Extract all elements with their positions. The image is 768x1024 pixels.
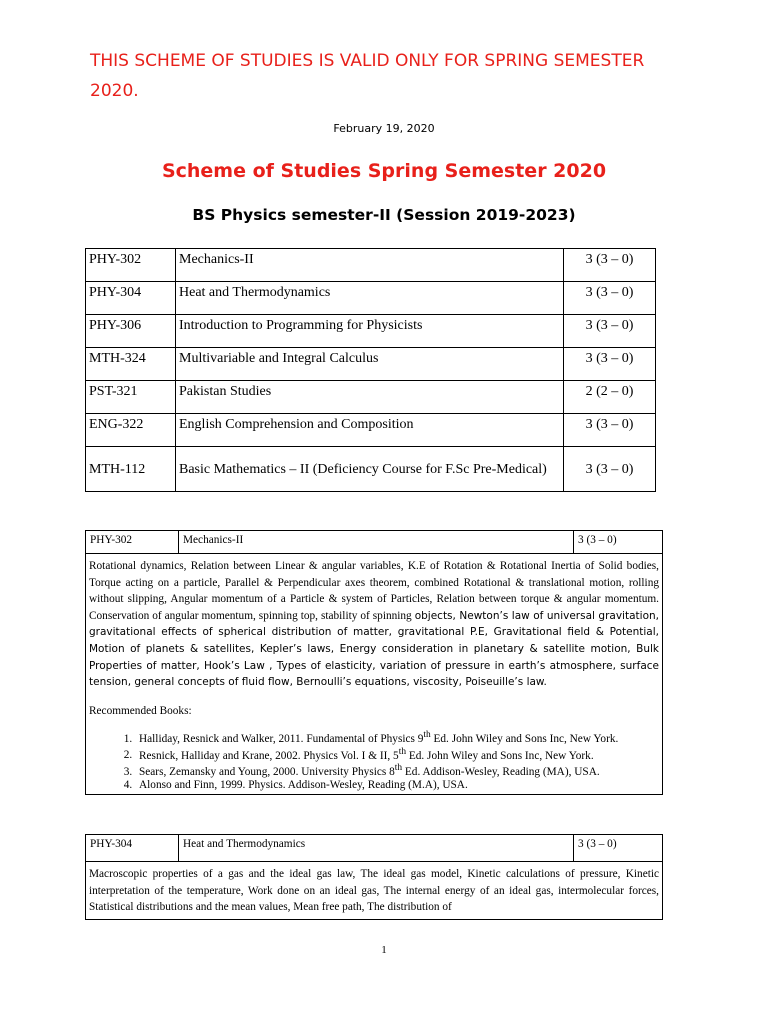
- recommended-books-label: Recommended Books:: [89, 704, 192, 717]
- course-code: MTH-112: [86, 447, 176, 492]
- course-code: MTH-324: [86, 348, 176, 381]
- recommended-books-list: [89, 729, 659, 792]
- course-name: Pakistan Studies: [176, 381, 564, 414]
- course-code: PST-321: [86, 381, 176, 414]
- course-name: Mechanics-II: [176, 249, 564, 282]
- course-credits: 3 (3 – 0): [564, 249, 656, 282]
- course-credits: 3 (3 – 0): [564, 348, 656, 381]
- course-credits: 3 (3 – 0): [564, 447, 656, 492]
- course-detail-body: [86, 554, 662, 794]
- list-item: 4. Alonso and Finn, 1999. Physics. Addison-Wesley, Reading (M.A), USA.: [135, 779, 659, 792]
- course-name: Heat and Thermodynamics: [176, 282, 564, 315]
- course-code: PHY-304: [86, 835, 179, 861]
- course-code: PHY-306: [86, 315, 176, 348]
- course-name: Multivariable and Integral Calculus: [176, 348, 564, 381]
- table-row: [86, 348, 656, 381]
- course-credits: 3 (3 – 0): [578, 534, 617, 546]
- list-item: 2. Resnick, Halliday and Krane, 2002. Physics Vol. I & II, 5th Ed. John Wiley and Sons Inc, New York.: [135, 746, 659, 763]
- course-code: PHY-304: [86, 282, 176, 315]
- table-row: [86, 447, 656, 492]
- page-number: 1: [381, 944, 387, 956]
- list-item: 3. Sears, Zemansky and Young, 2000. University Physics 8th Ed. Addison-Wesley, Reading (MA), USA.: [135, 762, 659, 779]
- course-detail-phy302: [85, 530, 663, 795]
- course-description: Macroscopic properties of a gas and the ideal gas law, The ideal gas model, Kinetic calculations of pressure, Kinetic interpretation of the temperature, Work done on an ideal gas, The internal energy of an ideal gas, intermolecular forces, Statistical distributions and the mean values, Mean free path, The distribution of: [89, 868, 659, 914]
- course-code: PHY-302: [86, 249, 176, 282]
- table-row: [86, 381, 656, 414]
- course-credits: 3 (3 – 0): [564, 414, 656, 447]
- course-credits: 3 (3 – 0): [578, 838, 617, 850]
- course-credits: 3 (3 – 0): [564, 315, 656, 348]
- course-table: [85, 248, 656, 492]
- document-date: February 19, 2020: [333, 122, 435, 135]
- course-detail-header: [86, 531, 662, 554]
- course-code: PHY-302: [86, 531, 179, 553]
- course-description-part: Rotational dynamics, Relation between Linear & angular variables, K.E of Rotation & Rotational Inertia of Solid bodies, Torque acting on a particle, Parallel & Perpendicular axes theorem, combined Rotational & translational motion, rolling without slipping, Angular momentum of a Particle & system of Particles, Relation between torque & angular momentum. Conservation of angular momentum, spinning top, stability of spinning: [89, 560, 659, 622]
- table-row: [86, 414, 656, 447]
- program-subtitle: BS Physics semester-II (Session 2019-2023): [192, 206, 576, 224]
- course-detail-body: [86, 862, 662, 918]
- course-name: Mechanics-II: [179, 531, 574, 553]
- course-name: English Comprehension and Composition: [176, 414, 564, 447]
- course-credits: 2 (2 – 0): [564, 381, 656, 414]
- course-name: Introduction to Programming for Physicists: [176, 315, 564, 348]
- course-detail-header: [86, 835, 662, 862]
- course-name: Basic Mathematics – II (Deficiency Course for F.Sc Pre-Medical): [176, 447, 564, 492]
- table-row: [86, 282, 656, 315]
- course-detail-phy304: [85, 834, 663, 920]
- course-description-part: objects, Newton’s law of universal gravitation, gravitational effects of spherical distribution of matter, gravitational P.E, Gravitational field & Potential, Motion of planets & satellites, Kepler’s laws, Energy consideration in planetary & satellite motion, Bulk Properties of matter, Hook’s Law , Types of elasticity, variation of pressure in earth’s atmosphere, surface tension, general concepts of fluid flow, Bernoulli’s equations, viscosity, Poiseuille’s law.: [89, 609, 659, 689]
- table-row: [86, 315, 656, 348]
- course-name: Heat and Thermodynamics: [179, 835, 574, 861]
- list-item: 1. Halliday, Resnick and Walker, 2011. Fundamental of Physics 9th Ed. John Wiley and Sons Inc, New York.: [135, 729, 659, 746]
- course-code: ENG-322: [86, 414, 176, 447]
- course-credits: 3 (3 – 0): [564, 282, 656, 315]
- page-title: Scheme of Studies Spring Semester 2020: [161, 160, 607, 182]
- table-row: [86, 249, 656, 282]
- validity-notice: THIS SCHEME OF STUDIES IS VALID ONLY FOR SPRING SEMESTER 2020.: [90, 51, 645, 101]
- course-description: [89, 558, 659, 691]
